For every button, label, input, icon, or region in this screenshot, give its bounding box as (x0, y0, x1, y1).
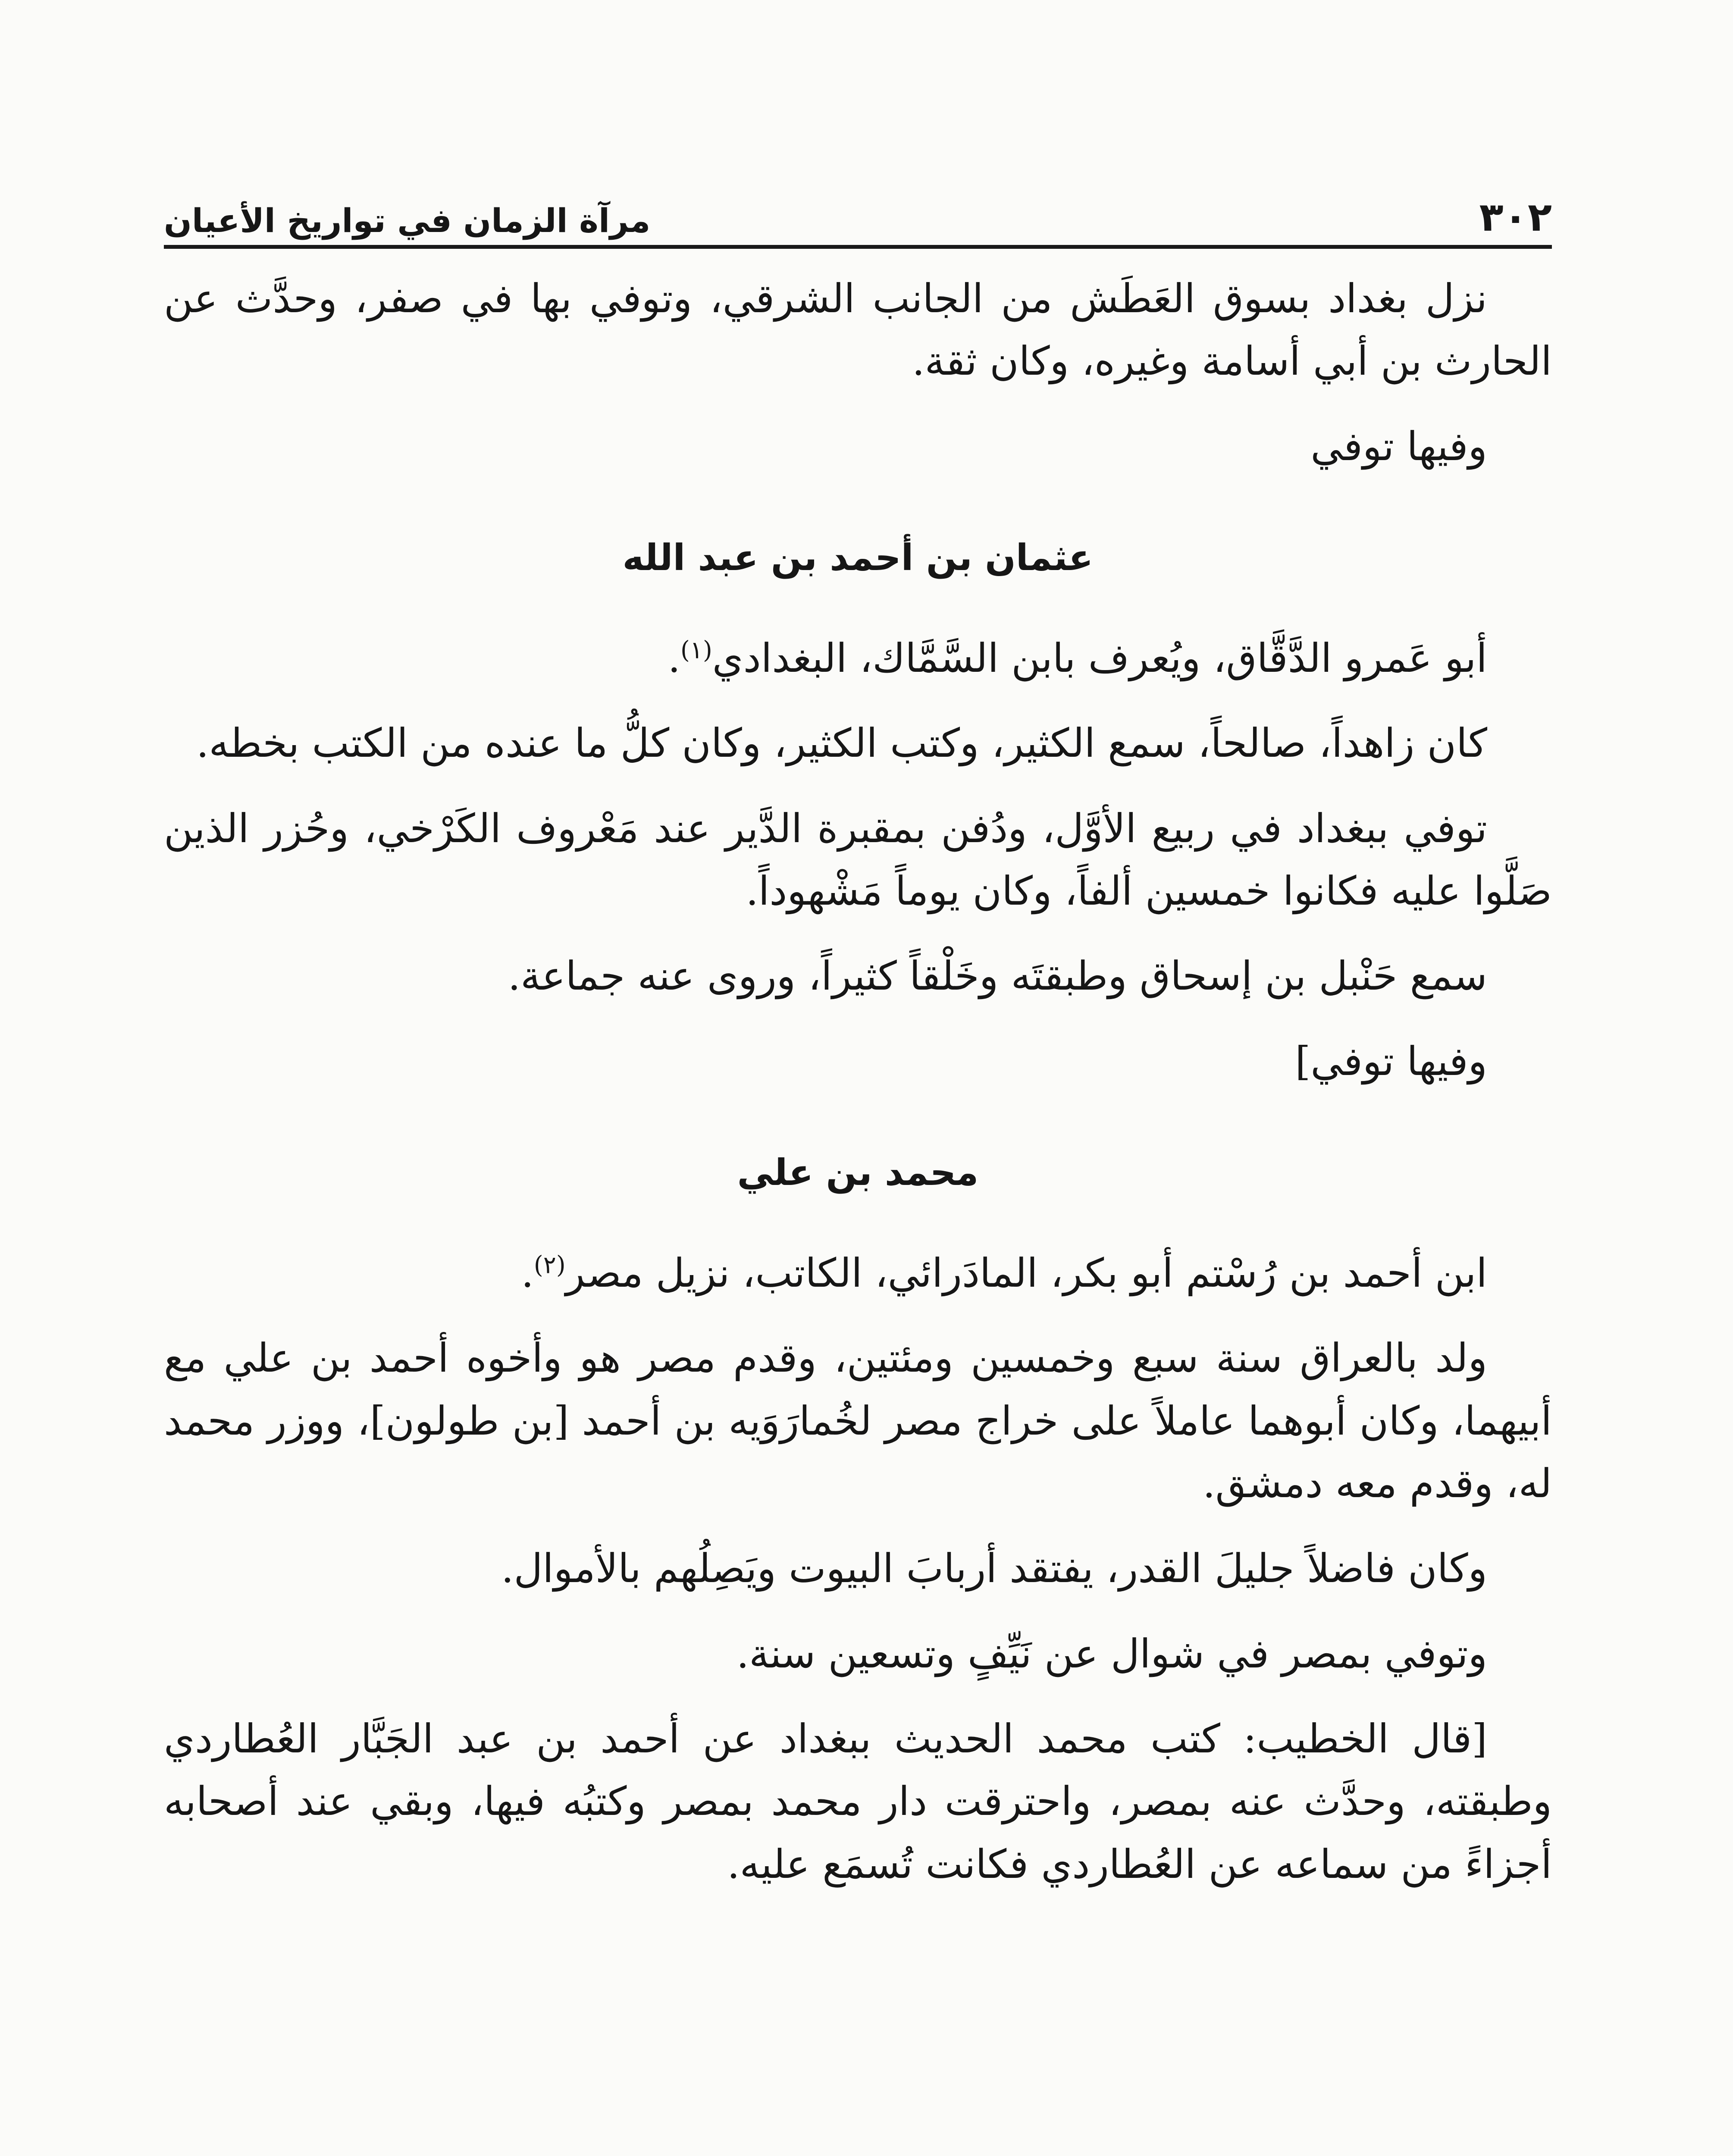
section-heading-uthman: عثمان بن أحمد بن عبد الله (622, 536, 1094, 579)
paragraph-8-text: ابن أحمد بن رُسْتم أبو بكر، المادَرائي، الكاتب، نزيل مصر (565, 1250, 1487, 1296)
paragraph-2: وفيها توفي (1310, 423, 1487, 470)
paragraph-4: كان زاهداً، صالحاً، سمع الكثير، وكتب الكثير، وكان كلُّ ما عنده من الكتب بخطه. (196, 720, 1487, 767)
paragraph-8-end: . (521, 1250, 534, 1296)
paragraph-10: وكان فاضلاً جليلَ القدر، يفتقد أربابَ البيوت ويَصِلُهم بالأموال. (501, 1545, 1487, 1592)
paragraph-3-text: أبو عَمرو الدَّقَّاق، ويُعرف بابن السَّمَّاك، البغدادي (712, 635, 1487, 681)
main-text (164, 267, 1552, 1918)
running-title: مرآة الزمان في تواريخ الأعيان (164, 201, 651, 240)
footnote-marker-1: (١) (680, 636, 712, 664)
running-header (164, 181, 1552, 249)
section-heading-muhammad: محمد بن علي (737, 1151, 979, 1194)
paragraph-9: ولد بالعراق سنة سبع وخمسين ومئتين، وقدم مصر هو وأخوه أحمد بن علي مع أبيهما، وكان أبوهما عاملاً على خراج مصر لخُمارَوَيه بن أحمد [بن طولون]، ووزر محمد له، وقدم معه دمشق. (164, 1335, 1552, 1507)
paragraph-12: [قال الخطيب: كتب محمد الحديث ببغداد عن أحمد بن عبد الجَبَّار العُطاردي وطبقته، وحدَّث عنه بمصر، واحترقت دار محمد بمصر وكتبُه فيها، وبقي عند أصحابه أجزاءً من سماعه عن العُطاردي فكانت تُسمَع عليه. (164, 1715, 1552, 1887)
paragraph-3-end: . (668, 635, 680, 681)
paragraph-3 (164, 627, 1552, 689)
paragraph-6: سمع حَنْبل بن إسحاق وطبقتَه وخَلْقاً كثيراً، وروى عنه جماعة. (508, 953, 1487, 1000)
paragraph-8 (164, 1242, 1552, 1304)
page-number: ٣٠٢ (1479, 194, 1552, 240)
paragraph-11: وتوفي بمصر في شوال عن نَيِّفٍ وتسعين سنة. (736, 1630, 1487, 1677)
paragraph-1: نزل بغداد بسوق العَطَش من الجانب الشرقي، وتوفي بها في صفر، وحدَّث عن الحارث بن أبي أسامة وغيره، وكان ثقة. (164, 276, 1552, 385)
paragraph-5: توفي ببغداد في ربيع الأوَّل، ودُفن بمقبرة الدَّير عند مَعْروف الكَرْخي، وحُزر الذين صَلَّوا عليه فكانوا خمسين ألفاً، وكان يوماً مَشْهوداً. (164, 805, 1552, 914)
footnote-marker-2: (٢) (533, 1251, 566, 1279)
paragraph-7: وفيها توفي] (1295, 1038, 1487, 1084)
